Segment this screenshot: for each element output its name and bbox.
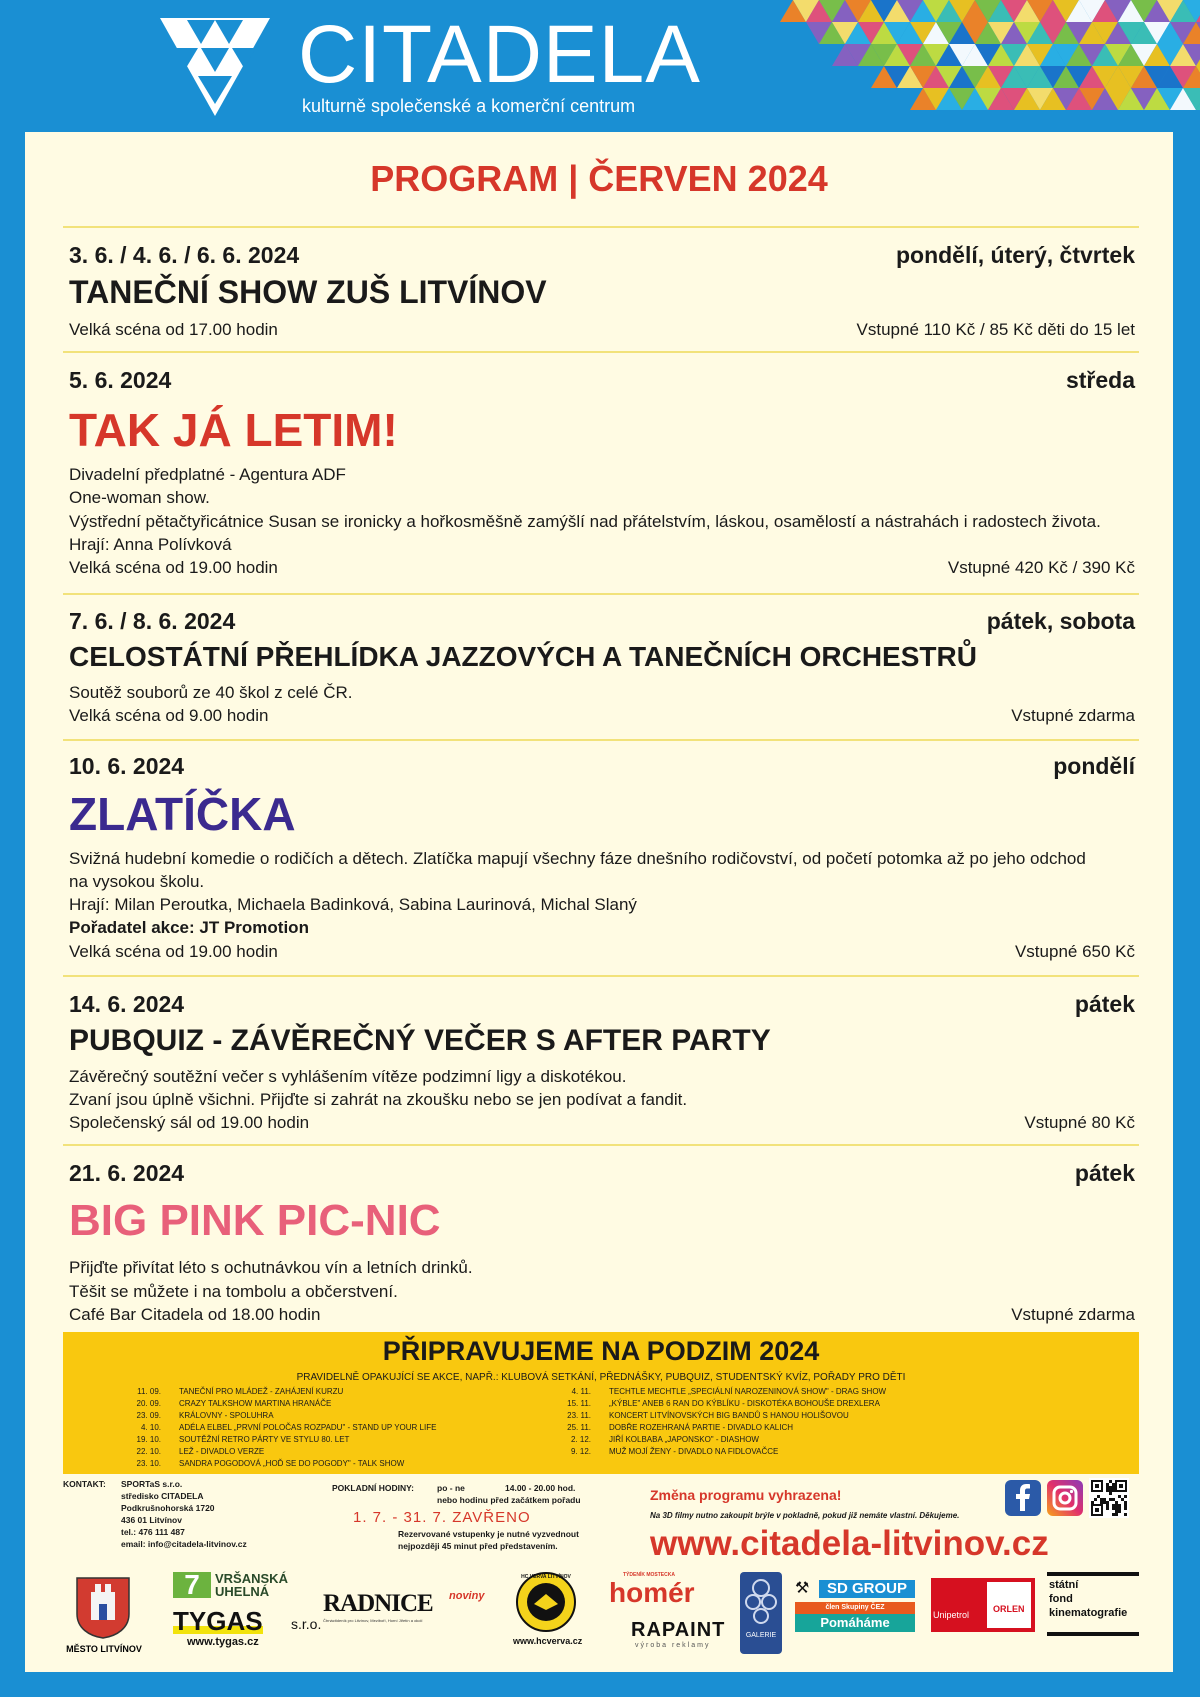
sponsor-galerie: GALERIE <box>745 1632 777 1639</box>
citadela-logo-icon <box>160 18 270 116</box>
sponsor-hc-verva: HC VERVA LITVÍNOV <box>521 1574 571 1580</box>
autumn-event <box>565 1447 886 1459</box>
event-date: 21. 6. 2024 <box>69 1160 185 1186</box>
autumn-preview-box <box>63 1332 1139 1474</box>
autumn-event-date: 23. 09. <box>136 1411 161 1420</box>
autumn-event-title: CRAZY TALKSHOW MARTINA HRANÁČE <box>179 1399 332 1408</box>
sponsor-unipetrol-orlen <box>931 1578 1035 1632</box>
hours-days: po - ne <box>437 1483 465 1493</box>
event-day: pátek <box>1074 991 1135 1017</box>
event-1 <box>69 242 1135 352</box>
event-title: ZLATÍČKA <box>69 788 296 840</box>
autumn-event-date: 20. 09. <box>136 1399 161 1408</box>
event-date: 3. 6. / 4. 6. / 6. 6. 2024 <box>69 242 300 268</box>
tools-icon: ⚒ <box>795 1580 810 1597</box>
event-title: TANEČNÍ SHOW ZUŠ LITVÍNOV <box>69 274 547 310</box>
event-5 <box>69 991 1135 1141</box>
sponsor-unipetrol: Unipetrol <box>933 1610 970 1620</box>
autumn-event <box>565 1435 886 1447</box>
triangle-mosaic-decoration <box>780 0 1200 110</box>
header <box>0 0 1200 132</box>
program-change-notice: Změna programu vyhrazena! <box>650 1487 842 1503</box>
divider <box>63 1144 1139 1146</box>
autumn-event-date: 23. 11. <box>567 1411 591 1420</box>
autumn-event <box>565 1423 886 1435</box>
event-price: Vstupné zdarma <box>1011 1305 1135 1324</box>
sponsor-rapaint: RAPAINT <box>631 1619 726 1641</box>
contact-line: Podkrušnohorská 1720 <box>121 1503 215 1513</box>
autumn-event-date: 23. 10. <box>136 1459 161 1468</box>
event-title: TAK JÁ LETIM! <box>69 404 398 456</box>
event-description: Výstřední pětačtyřicátnice Susan se ironicky a hořkosměšně zamýšlí nad přátelstvím, láskou, osamělostí a nástrahách i radostech života. <box>69 512 1101 531</box>
event-description: Zvaní jsou úplně všichni. Přijďte si zahrát na zkoušku nebo se jen podívat a fandit. <box>69 1090 688 1109</box>
facebook-icon[interactable] <box>1005 1480 1041 1516</box>
sponsor-vrsanska: VRŠANSKÁ UHELNÁ <box>215 1571 288 1599</box>
autumn-event-title: KRÁLOVNY - SPOLUHRA <box>179 1411 274 1420</box>
autumn-event-date: 4. 11. <box>571 1387 591 1396</box>
fond-line: státní <box>1049 1579 1079 1591</box>
autumn-event-date: 22. 10. <box>136 1447 161 1456</box>
autumn-event <box>135 1411 436 1423</box>
divider <box>63 226 1139 228</box>
sponsor-logos <box>63 1569 1139 1662</box>
autumn-event-title: MUŽ MOJÍ ŽENY - DIVADLO NA FIDLOVAČCE <box>609 1447 779 1456</box>
autumn-event <box>565 1411 886 1423</box>
hc-verva-logo-icon <box>516 1572 576 1632</box>
event-date: 14. 6. 2024 <box>69 991 185 1017</box>
autumn-event-title: JIŘÍ KOLBABA „JAPONSKO" - DIASHOW <box>609 1435 759 1444</box>
sponsor-orlen: ORLEN <box>993 1604 1025 1614</box>
event-venue: Velká scéna od 9.00 hodin <box>69 706 269 725</box>
sponsor-tygas: TYGAS <box>173 1606 263 1636</box>
event-description: Těšit se můžete i na tombolu a občerstvení. <box>69 1282 398 1301</box>
sponsor-mesto-litvinov: MĚSTO LITVÍNOV <box>66 1644 142 1654</box>
event-3 <box>69 608 1135 738</box>
sponsor-fond-kinematografie <box>1047 1572 1139 1636</box>
autumn-event-title: ADÉLA ELBEL „PRVNÍ POLOČAS ROZPADU" - STAND UP YOUR LIFE <box>179 1423 437 1432</box>
autumn-event-title: SANDRA POGODOVÁ „HOĎ SE DO POGODY" - TALK SHOW <box>179 1459 405 1468</box>
event-day: pátek <box>1074 1160 1135 1186</box>
event-venue: Společenský sál od 19.00 hodin <box>69 1113 310 1132</box>
event-date: 10. 6. 2024 <box>69 753 185 779</box>
program-sheet <box>25 132 1173 1672</box>
event-day: středa <box>1065 367 1135 393</box>
autumn-subtitle: PRAVIDELNĚ OPAKUJÍCÍ SE AKCE, NAPŘ.: KLUBOVÁ SETKÁNÍ, PŘEDNÁŠKY, PUBQUIZ, STUDENTSKÝ KVÍZ, POŘADY PRO DĚTI <box>296 1372 906 1383</box>
autumn-list-right <box>565 1387 886 1459</box>
vrsanska-mark-icon: 7 <box>173 1572 211 1598</box>
glasses-note: Na 3D filmy nutno zakoupit brýle v pokladně, pokud již nemáte vlastní. Děkujeme. <box>650 1511 960 1520</box>
autumn-event-date: 25. 11. <box>567 1423 591 1432</box>
autumn-event-title: TANEČNÍ PRO MLÁDEŽ - ZAHÁJENÍ KURZU <box>179 1387 344 1396</box>
event-description: Závěrečný soutěžní večer s vyhlášením vítěze podzimní ligy a diskotékou. <box>69 1067 627 1086</box>
autumn-event <box>135 1459 436 1471</box>
event-description: One-woman show. <box>69 488 210 507</box>
galerie-logo-icon <box>740 1572 782 1654</box>
hours-time: 14.00 - 20.00 hod. <box>505 1483 576 1493</box>
website-link[interactable]: www.citadela-litvinov.cz <box>650 1524 1049 1563</box>
autumn-event-title: „KÝBLE" ANEB 6 RAN DO KÝBLÍKU - DISKOTÉKA BOHOUŠE DREXLERA <box>609 1399 880 1408</box>
event-title: CELOSTÁTNÍ PŘEHLÍDKA JAZZOVÝCH A TANEČNÍCH ORCHESTRŮ <box>69 641 977 672</box>
event-description: na vysokou školu. <box>69 872 205 891</box>
closed-notice: 1. 7. - 31. 7. ZAVŘENO <box>353 1509 531 1526</box>
sponsor-rapaint-sub: výroba reklamy <box>635 1642 711 1649</box>
event-description: Svižná hudební komedie o rodičích a dětech. Zlatíčka mapují všechny fáze dnešního rodičovství, od početí potomka až po jeho odchod <box>69 849 1086 868</box>
fond-line: kinematografie <box>1049 1607 1128 1619</box>
reserve-note: Rezervované vstupenky je nutné vyzvednout <box>398 1529 579 1539</box>
autumn-event-title: TECHTLE MECHTLE „SPECIÁLNÍ NAROZENINOVÁ SHOW" - DRAG SHOW <box>609 1387 887 1396</box>
event-4 <box>69 753 1135 973</box>
event-venue: Café Bar Citadela od 18.00 hodin <box>69 1305 321 1324</box>
event-venue: Velká scéna od 19.00 hodin <box>69 942 278 961</box>
sponsor-homer-top: TÝDENÍK MOSTECKA <box>623 1572 675 1578</box>
logo-subtitle: kulturně společenské a komerční centrum <box>302 96 636 116</box>
sponsor-pomahame: Pomáháme <box>795 1614 915 1632</box>
event-organizer: Pořadatel akce: JT Promotion <box>69 918 309 937</box>
autumn-title: PŘIPRAVUJEME NA PODZIM 2024 <box>382 1336 820 1366</box>
qr-code-icon[interactable] <box>1089 1478 1129 1518</box>
event-title: BIG PINK PIC-NIC <box>69 1196 441 1245</box>
sponsor-radnice: RADNICE <box>323 1590 433 1617</box>
event-6 <box>69 1160 1135 1330</box>
autumn-event <box>135 1423 436 1435</box>
reserve-note: nejpozději 45 minut před představením. <box>398 1541 558 1551</box>
event-description: Divadelní předplatné - Agentura ADF <box>69 465 346 484</box>
sponsor-radnice-sub: noviny <box>449 1590 485 1602</box>
contact-line: tel.: 476 111 487 <box>121 1527 185 1537</box>
event-venue: Velká scéna od 17.00 hodin <box>69 320 278 339</box>
divider <box>63 975 1139 977</box>
autumn-event-date: 2. 12. <box>570 1435 591 1444</box>
event-day: pondělí <box>1053 753 1135 779</box>
event-price: Vstupné 420 Kč / 390 Kč <box>947 558 1135 577</box>
instagram-icon[interactable] <box>1047 1480 1083 1516</box>
hours-note: nebo hodinu před začátkem pořadu <box>437 1495 581 1505</box>
contact-email[interactable]: email: info@citadela-litvinov.cz <box>121 1539 247 1549</box>
hours-label: POKLADNÍ HODINY: <box>332 1483 415 1493</box>
event-date: 7. 6. / 8. 6. 2024 <box>69 608 236 634</box>
event-date: 5. 6. 2024 <box>69 367 172 393</box>
contact-line: středisko CITADELA <box>121 1491 204 1501</box>
autumn-event-title: DOBŘE ROZEHRANÁ PARTIE - DIVADLO KALICH <box>609 1423 794 1432</box>
autumn-event-date: 4. 10. <box>140 1423 161 1432</box>
event-day: pátek, sobota <box>986 608 1135 634</box>
autumn-event <box>565 1387 886 1399</box>
sponsor-tygas-url[interactable]: www.tygas.cz <box>187 1636 259 1648</box>
autumn-event-date: 19. 10. <box>136 1435 161 1444</box>
sponsor-radnice-note: Čtrnáctideník pro Litvínov, Meziboří, Horní Jiřetín a okolí <box>323 1618 423 1623</box>
event-day: pondělí, úterý, čtvrtek <box>895 242 1135 268</box>
event-price: Vstupné zdarma <box>1011 706 1135 725</box>
autumn-list-left <box>135 1387 436 1471</box>
sponsor-homer: homér <box>609 1577 695 1608</box>
autumn-event <box>135 1447 436 1459</box>
event-2 <box>69 367 1135 587</box>
contact-line: SPORTaS s.r.o. <box>121 1479 183 1489</box>
event-description: Přijďte přivítat léto s ochutnávkou vín a letních drinků. <box>69 1258 473 1277</box>
event-cast: Hrají: Anna Polívková <box>69 535 232 554</box>
sponsor-hc-verva-url[interactable]: www.hcverva.cz <box>513 1636 583 1646</box>
event-price: Vstupné 110 Kč / 85 Kč děti do 15 let <box>856 320 1135 339</box>
autumn-event <box>135 1399 436 1411</box>
event-venue: Velká scéna od 19.00 hodin <box>69 558 278 577</box>
autumn-event-date: 11. 09. <box>137 1387 161 1396</box>
sponsor-sd-group: SD GROUP <box>819 1580 915 1598</box>
event-description: Soutěž souborů ze 40 škol z celé ČR. <box>69 683 353 702</box>
autumn-event <box>565 1399 886 1411</box>
event-title: PUBQUIZ - ZÁVĚREČNÝ VEČER S AFTER PARTY <box>69 1024 771 1057</box>
logo-title: CITADELA <box>298 9 701 100</box>
divider <box>63 739 1139 741</box>
sponsor-sd-group-sub: člen Skupiny ČEZ <box>795 1602 915 1614</box>
divider <box>63 351 1139 353</box>
event-price: Vstupné 650 Kč <box>1014 942 1135 961</box>
mesto-litvinov-crest-icon <box>75 1576 131 1640</box>
autumn-event-title: KONCERT LITVÍNOVSKÝCH BIG BANDŮ S HANOU HOLIŠOVOU <box>609 1411 849 1420</box>
autumn-event <box>135 1387 436 1399</box>
contact-label: KONTAKT: <box>63 1479 106 1489</box>
fond-line: fond <box>1049 1593 1073 1605</box>
contact-line: 436 01 Litvínov <box>121 1515 182 1525</box>
autumn-event-date: 15. 11. <box>567 1399 591 1408</box>
autumn-event-title: LEŽ - DIVADLO VERZE <box>179 1447 265 1456</box>
autumn-event-title: SOUTĚŽNÍ RETRO PÁRTY VE STYLU 80. LET <box>179 1435 350 1444</box>
divider <box>63 593 1139 595</box>
autumn-event <box>135 1435 436 1447</box>
page-title: PROGRAM | ČERVEN 2024 <box>370 158 828 199</box>
autumn-event-date: 9. 12. <box>570 1447 591 1456</box>
sponsor-tygas-suffix: s.r.o. <box>291 1616 322 1632</box>
event-price: Vstupné 80 Kč <box>1024 1113 1135 1132</box>
contact-block <box>121 1478 247 1550</box>
event-cast: Hrají: Milan Peroutka, Michaela Badinková, Sabina Laurinová, Michal Slaný <box>69 895 637 914</box>
